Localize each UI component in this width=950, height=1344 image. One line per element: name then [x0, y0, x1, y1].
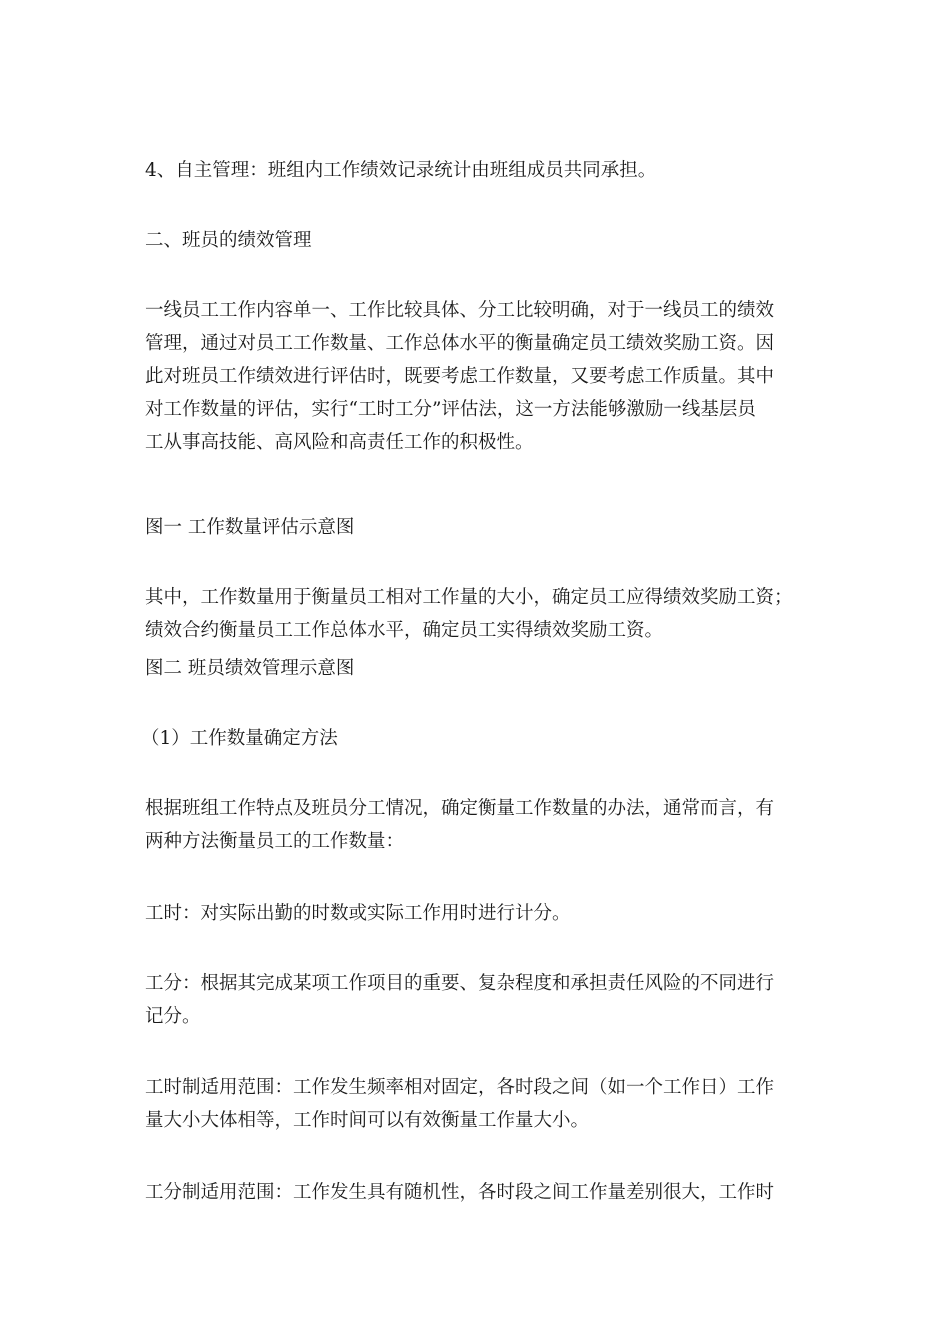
- text-line: 工分：根据其完成某项工作项目的重要、复杂程度和承担责任风险的不同进行: [145, 973, 775, 994]
- text-line: 此对班员工作绩效进行评估时，既要考虑工作数量，又要考虑工作质量。其中: [145, 366, 775, 387]
- text-line: 二、班员的绩效管理: [145, 230, 312, 251]
- text-line: 4、自主管理：班组内工作绩效记录统计由班组成员共同承担。: [145, 160, 657, 181]
- paragraph-work-hours: [145, 897, 817, 930]
- text-line: 一线员工工作内容单一、工作比较具体、分工比较明确，对于一线员工的绩效: [145, 300, 775, 321]
- text-line: 对工作数量的评估，实行“工时工分”评估法，这一方法能够激励一线基层员: [145, 399, 756, 420]
- text-line: 两种方法衡量员工的工作数量：: [145, 831, 405, 852]
- paragraph-points-scope: [145, 1176, 817, 1209]
- paragraph-team-characteristics: [145, 792, 817, 858]
- paragraph-work-quantity: [145, 581, 817, 647]
- text-line: 管理，通过对员工工作数量、工作总体水平的衡量确定员工绩效奖励工资。因: [145, 333, 775, 354]
- figure-caption-2: [145, 652, 817, 685]
- subheading-quantity-method: [141, 722, 817, 755]
- text-line: 工从事高技能、高风险和高责任工作的积极性。: [145, 432, 534, 453]
- text-line: 图二 班员绩效管理示意图: [145, 658, 355, 679]
- text-line: （1）工作数量确定方法: [141, 728, 338, 749]
- paragraph-frontline-employees: [145, 294, 817, 459]
- text-line: 绩效合约衡量员工工作总体水平，确定员工实得绩效奖励工资。: [145, 620, 664, 641]
- text-line: 记分。: [145, 1006, 201, 1027]
- text-line: 工时：对实际出勤的时数或实际工作用时进行计分。: [145, 903, 571, 924]
- text-line: 其中，工作数量用于衡量员工相对工作量的大小，确定员工应得绩效奖励工资；: [145, 587, 793, 608]
- figure-caption-1: [145, 511, 817, 544]
- paragraph-work-points: [145, 967, 817, 1033]
- text-line: 根据班组工作特点及班员分工情况，确定衡量工作数量的办法，通常而言，有: [145, 798, 775, 819]
- text-line: 工分制适用范围：工作发生具有随机性，各时段之间工作量差别很大，工作时: [145, 1182, 775, 1203]
- paragraph-hours-scope: [145, 1071, 817, 1137]
- text-line: 量大小大体相等，工作时间可以有效衡量工作量大小。: [145, 1110, 590, 1131]
- paragraph-self-management: [145, 154, 817, 187]
- text-line: 图一 工作数量评估示意图: [145, 517, 355, 538]
- text-line: 工时制适用范围：工作发生频率相对固定，各时段之间（如一个工作日）工作: [145, 1077, 775, 1098]
- section-heading-team-performance: [145, 224, 817, 257]
